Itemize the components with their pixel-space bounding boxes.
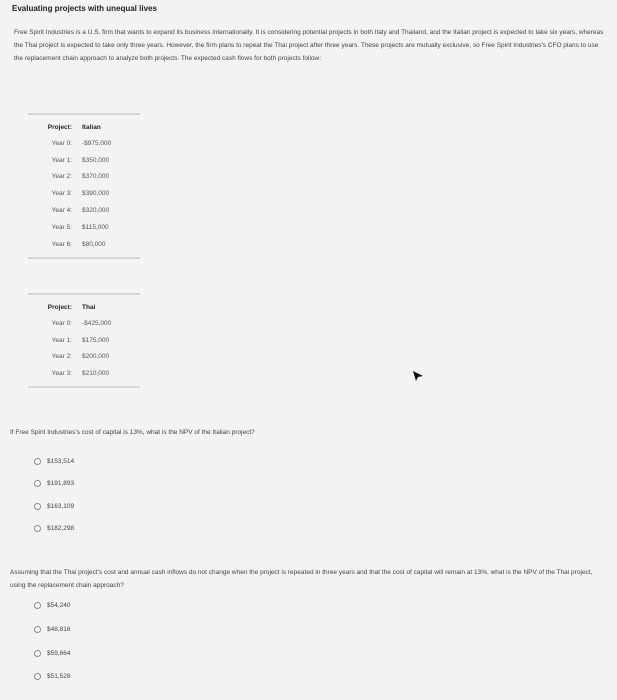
- option-label: $182,298: [47, 524, 75, 532]
- answer-option-q2-b[interactable]: [34, 623, 71, 635]
- table-row: [28, 219, 140, 236]
- radio-button[interactable]: [34, 458, 41, 465]
- option-label: $163,109: [47, 502, 75, 510]
- radio-button[interactable]: [34, 650, 41, 657]
- year-label: Year 1:: [51, 156, 72, 164]
- cash-flow-value: $320,000: [82, 207, 110, 215]
- table-row: [28, 185, 140, 202]
- table-row: [28, 365, 140, 382]
- problem-description: Free Spirit Industries is a U.S. firm that wants to expand its business internationally. It is considering potential projects in both Italy and Thailand, and the Italian project is expected to take six years, whereas the Thai project is expected to take only three years. However, the firm plans to repeat the Thai project after three years. These projects are mutually exclusive, so Free Spirit Industries's CFO plans to use the replacement chain approach to analyze both projects. The expected cash flows for both projects follow:: [14, 29, 604, 62]
- year-label: Year 0:: [51, 139, 72, 147]
- option-label: $59,664: [47, 649, 71, 657]
- cash-flow-value: $370,000: [82, 173, 110, 181]
- year-label: Year 5:: [51, 223, 72, 231]
- radio-button[interactable]: [34, 626, 41, 633]
- cash-flow-value: $390,000: [82, 190, 110, 198]
- year-label: Year 3:: [51, 370, 72, 378]
- option-label: $48,816: [47, 625, 71, 633]
- answer-option-q1-d[interactable]: [34, 522, 74, 534]
- year-label: Year 6:: [51, 240, 72, 248]
- cash-flow-value: $210,000: [82, 370, 110, 378]
- cash-flow-value: -$975,000: [82, 139, 112, 147]
- option-label: $191,893: [47, 479, 75, 487]
- project-header-label: Project:: [47, 123, 72, 131]
- cash-flow-value: $350,000: [82, 156, 110, 164]
- italian-cash-flow-table: [28, 113, 140, 259]
- table-row: [28, 315, 140, 332]
- table-row: [28, 202, 140, 219]
- table-header-row: [28, 299, 140, 315]
- radio-button[interactable]: [34, 480, 41, 487]
- table-row: [28, 152, 140, 169]
- year-label: Year 4:: [51, 207, 72, 215]
- answer-option-q2-c[interactable]: [34, 647, 71, 659]
- answer-option-q2-d[interactable]: [34, 670, 71, 682]
- option-label: $54,240: [47, 601, 71, 609]
- mouse-cursor-icon: [411, 369, 425, 383]
- cash-flow-value: -$425,000: [82, 319, 112, 327]
- cash-flow-value: $115,000: [82, 223, 109, 231]
- option-label: $153,514: [47, 457, 75, 465]
- table-row: [28, 236, 140, 253]
- radio-button[interactable]: [34, 503, 41, 510]
- radio-button[interactable]: [34, 525, 41, 532]
- project-header-name: Thai: [82, 303, 96, 311]
- project-header-name: Italian: [82, 123, 101, 131]
- year-label: Year 2:: [51, 173, 72, 181]
- thai-cash-flow-table: [28, 293, 140, 388]
- year-label: Year 0:: [51, 319, 72, 327]
- project-header-label: Project:: [47, 303, 72, 311]
- option-label: $51,528: [47, 672, 71, 680]
- radio-button[interactable]: [34, 602, 41, 609]
- table-row: [28, 349, 140, 366]
- answer-option-q1-a[interactable]: [34, 455, 74, 467]
- answer-option-q1-b[interactable]: [34, 477, 74, 489]
- cash-flow-value: $80,000: [82, 240, 106, 248]
- table-row: [28, 332, 140, 349]
- radio-button[interactable]: [34, 673, 41, 680]
- answer-option-q1-c[interactable]: [34, 500, 74, 512]
- answer-option-q2-a[interactable]: [34, 599, 71, 611]
- cash-flow-value: $175,000: [82, 336, 110, 344]
- problem-title: Evaluating projects with unequal lives: [12, 4, 157, 13]
- table-header-row: [28, 119, 140, 135]
- year-label: Year 2:: [51, 353, 72, 361]
- table-row: [28, 135, 140, 152]
- cash-flow-value: $200,000: [82, 353, 110, 361]
- year-label: Year 1:: [51, 336, 72, 344]
- question-thai-npv: Assuming that the Thai project's cost and annual cash inflows do not change when the project is repeated in three years and that the cost of capital will remain at 13%, what is the NPV of the Thai project, using the replacement chain approach?: [10, 569, 593, 589]
- year-label: Year 3:: [51, 190, 72, 198]
- table-row: [28, 169, 140, 186]
- question-italian-npv: If Free Spirit Industries's cost of capital is 13%, what is the NPV of the Italian project?: [10, 429, 255, 436]
